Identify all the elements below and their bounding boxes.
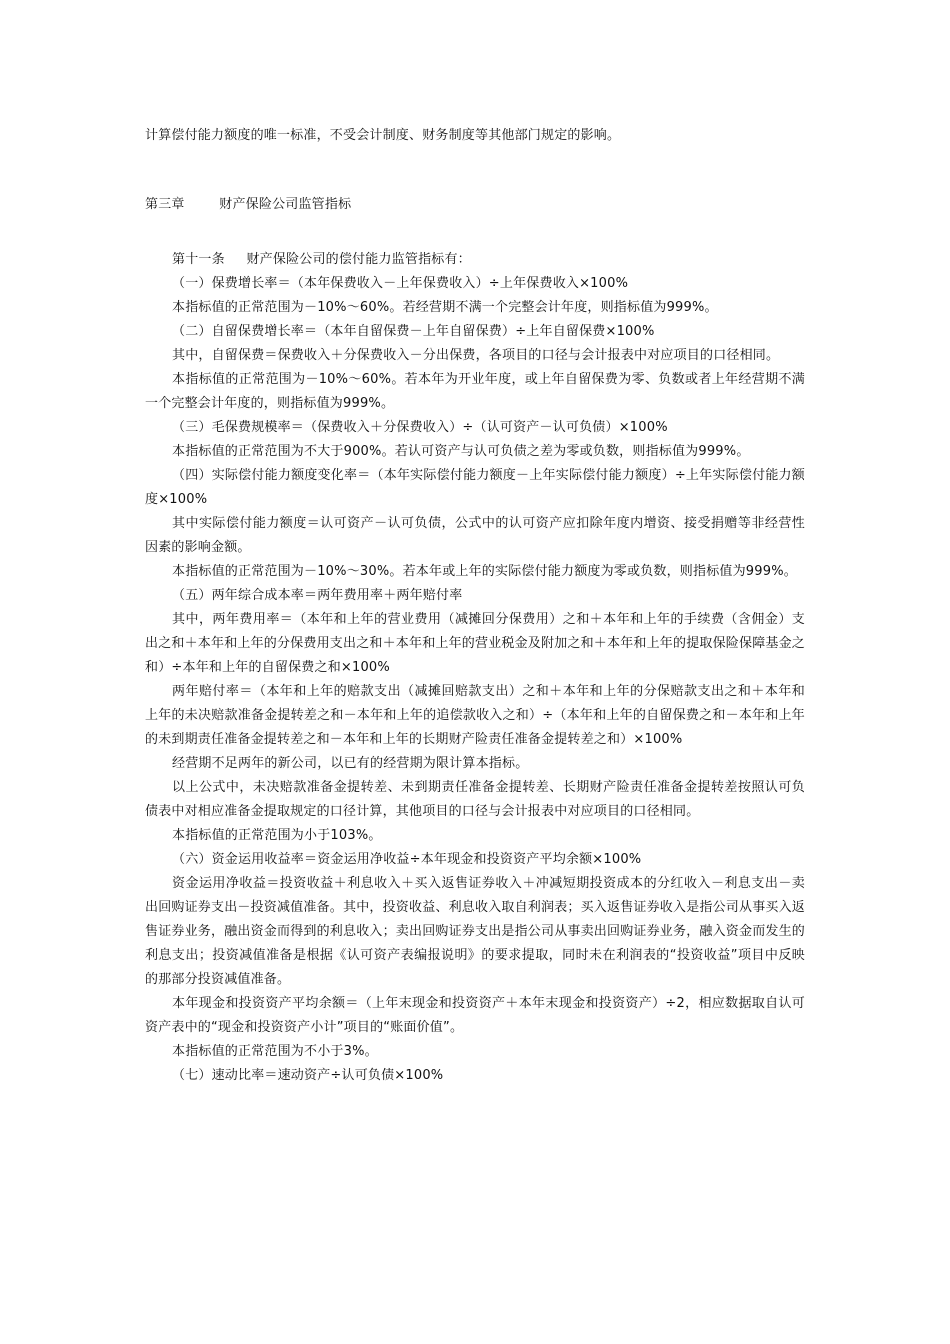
article-text: 财产保险公司的偿付能力监管指标有：: [246, 252, 471, 267]
paragraph: （七）速动比率＝速动资产÷认可负债×100%: [172, 1068, 444, 1083]
paragraph: 两年赔付率＝（本年和上年的赔款支出（减摊回赔款支出）之和＋本年和上年的分保赔款支出之和＋本年和上年的未决赔款准备金提转差之和－本年和上年的追偿款收入之和）÷（本年和上年的自留保费之和－本年和上年的未到期责任准备金提转差之和－本年和上年的长期财产险责任准备金提转差之和）×100%: [145, 684, 805, 747]
chapter-number: 第三章: [145, 197, 185, 212]
document-body: [145, 124, 805, 1088]
paragraph: 本指标值的正常范围为不大于900%。若认可资产与认可负债之差为零或负数，则指标值为999%。: [172, 444, 750, 459]
paragraph: 本年现金和投资资产平均余额＝（上年末现金和投资资产＋本年末现金和投资资产）÷2，相应数据取自认可资产表中的“现金和投资资产小计”项目的“账面价值”。: [145, 996, 805, 1035]
paragraph: 本指标值的正常范围为－10%～60%。若本年为开业年度，或上年自留保费为零、负数或者上年经营期不满一个完整会计年度的，则指标值为999%。: [145, 372, 805, 411]
paragraph: 其中，自留保费＝保费收入＋分保费收入－分出保费，各项目的口径与会计报表中对应项目的口径相同。: [172, 348, 780, 363]
paragraph: 其中实际偿付能力额度＝认可资产－认可负债，公式中的认可资产应扣除年度内增资、接受捐赠等非经营性因素的影响金额。: [145, 516, 805, 555]
paragraph: （六）资金运用收益率＝资金运用净收益÷本年现金和投资资产平均余额×100%: [172, 852, 642, 867]
paragraph: 其中，两年费用率＝（本年和上年的营业费用（减摊回分保费用）之和＋本年和上年的手续费（含佣金）支出之和＋本年和上年的分保费用支出之和＋本年和上年的营业税金及附加之和＋本年和上年的提取保险保障基金之和）÷本年和上年的自留保费之和×100%: [145, 612, 806, 675]
paragraph: 本指标值的正常范围为小于103%。: [172, 828, 382, 843]
paragraph: （五）两年综合成本率＝两年费用率＋两年赔付率: [172, 588, 463, 603]
lead-paragraph: 计算偿付能力额度的唯一标准，不受会计制度、财务制度等其他部门规定的影响。: [145, 128, 621, 143]
paragraph: 本指标值的正常范围为－10%～60%。若经营期不满一个完整会计年度，则指标值为999%。: [172, 300, 718, 315]
paragraph: 经营期不足两年的新公司，以已有的经营期为限计算本指标。: [172, 756, 529, 771]
paragraph: （四）实际偿付能力额度变化率＝（本年实际偿付能力额度－上年实际偿付能力额度）÷上年实际偿付能力额度×100%: [145, 468, 805, 507]
paragraph: 以上公式中，未决赔款准备金提转差、未到期责任准备金提转差、长期财产险责任准备金提转差按照认可负债表中对相应准备金提取规定的口径计算，其他项目的口径与会计报表中对应项目的口径相同。: [145, 780, 805, 819]
paragraph: 本指标值的正常范围为－10%～30%。若本年或上年的实际偿付能力额度为零或负数，则指标值为999%。: [172, 564, 797, 579]
article-number: 第十一条: [172, 252, 225, 267]
paragraph: （三）毛保费规模率＝（保费收入＋分保费收入）÷（认可资产－认可负债）×100%: [172, 420, 668, 435]
article-heading: [145, 248, 805, 272]
paragraph: （一）保费增长率＝（本年保费收入－上年保费收入）÷上年保费收入×100%: [172, 276, 629, 291]
paragraph: （二）自留保费增长率＝（本年自留保费－上年自留保费）÷上年自留保费×100%: [172, 324, 655, 339]
chapter-title: 财产保险公司监管指标: [219, 197, 352, 212]
paragraph: 资金运用净收益＝投资收益＋利息收入＋买入返售证券收入＋冲减短期投资成本的分红收入－利息支出－卖出回购证券支出－投资减值准备。其中，投资收益、利息收入取自利润表；买入返售证券收入是指公司从事买入返售证券业务，融出资金而得到的利息收入；卖出回购证券支出是指公司从事卖出回购证券业务，融入资金而发生的利息支出；投资减值准备是根据《认可资产表编报说明》的要求提取，同时未在利润表的“投资收益”项目中反映的那部分投资减值准备。: [145, 876, 806, 987]
chapter-heading: [145, 193, 805, 217]
paragraph: 本指标值的正常范围为不小于3%。: [172, 1044, 378, 1059]
